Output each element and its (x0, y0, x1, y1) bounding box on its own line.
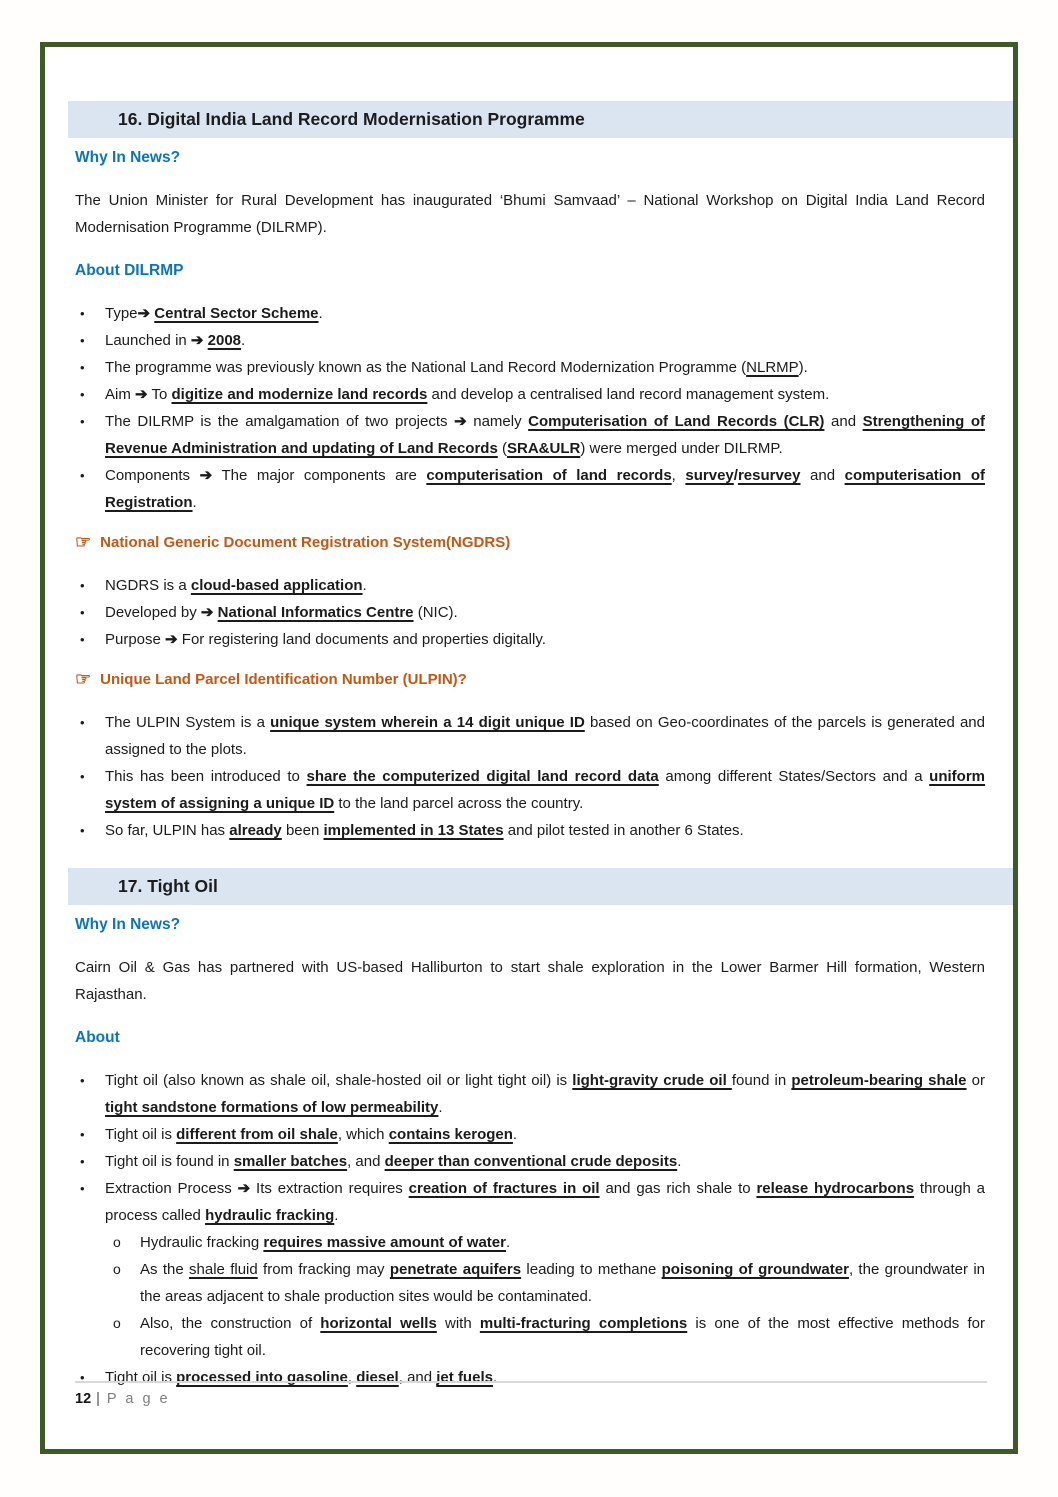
text-segment: cloud-based application (190, 577, 363, 594)
bullet-list (75, 709, 985, 844)
bullet-text (105, 1121, 985, 1148)
text-segment: horizontal wells (320, 1315, 437, 1332)
bullet-item (75, 408, 985, 462)
bullet-text (105, 1175, 985, 1229)
topic-heading-orange (75, 667, 985, 691)
text-segment: Also, the construction of (140, 1315, 321, 1332)
text-segment: been (281, 822, 324, 839)
text-segment: based on Geo-coordinates of the parcels is generated and assigned to the plots. (105, 714, 985, 758)
bullet-text (105, 381, 985, 408)
text-segment: For registering land documents and properties digitally. (177, 631, 546, 648)
bullet-text (105, 462, 985, 516)
text-segment: Central Sector Scheme (154, 305, 319, 322)
text-segment: and (800, 467, 845, 484)
text-segment: Tight oil is found in (105, 1153, 234, 1170)
bullet-text (105, 763, 985, 817)
topic-heading-orange (75, 530, 985, 554)
text-segment: Cairn Oil & Gas has partnered with US-based Halliburton to start shale exploration in the Lower Barmer Hill formation, Western Rajasthan. (75, 959, 985, 1003)
subheading-blue: About DILRMP (75, 262, 184, 279)
bullet-text (105, 709, 985, 763)
text-segment: Extraction Process (105, 1180, 238, 1197)
bullet-item (75, 709, 985, 763)
bullet-marker: • (80, 306, 85, 321)
bullet-text (105, 599, 985, 626)
footer-separator: | (96, 1391, 100, 1407)
text-segment: , (671, 467, 686, 484)
bullet-text (105, 354, 985, 381)
text-segment: . (677, 1153, 682, 1170)
text-segment: Tight oil is (105, 1369, 177, 1386)
bullet-marker: • (80, 468, 85, 483)
text-segment: from fracking may (257, 1261, 390, 1278)
text-segment: , and (398, 1369, 437, 1386)
text-segment: Tight oil (also known as shale oil, shale-hosted oil or light tight oil) is (105, 1072, 573, 1089)
text-segment: already (229, 822, 282, 839)
bullet-text (105, 1148, 985, 1175)
bullet-item (75, 300, 985, 327)
page-footer (75, 1381, 987, 1409)
bullet-item (75, 1067, 985, 1121)
text-segment: / (733, 467, 738, 484)
text-segment: , (347, 1369, 357, 1386)
text-segment: ) were merged under DILRMP. (580, 440, 783, 457)
text-segment: . (505, 1234, 511, 1251)
text-segment: or (966, 1072, 985, 1089)
text-segment: So far, ULPIN has (105, 822, 230, 839)
bullet-marker: • (80, 823, 85, 838)
text-segment: and gas rich shale to (599, 1180, 757, 1197)
bullet-marker: • (80, 578, 85, 593)
text-segment: leading to methane (521, 1261, 662, 1278)
bullet-text (105, 817, 985, 844)
bullet-marker: • (80, 333, 85, 348)
sub-bullet-marker: o (113, 1315, 121, 1331)
text-segment: 2008 (207, 332, 242, 349)
text-segment: Launched in (105, 332, 191, 349)
page-number: 12 (75, 1391, 92, 1407)
text-segment: Purpose (105, 631, 166, 648)
pointing-hand-icon: ☞ (75, 532, 92, 552)
subheading-blue: About (75, 1029, 120, 1046)
bullet-list (75, 572, 985, 653)
text-segment: poisoning of groundwater (661, 1261, 849, 1278)
text-segment: computerisation of land records (426, 467, 672, 484)
text-segment: This has been introduced to (105, 768, 307, 785)
bullet-text (105, 572, 985, 599)
text-segment: To (147, 386, 172, 403)
text-segment: release hydrocarbons (756, 1180, 915, 1197)
page-border-frame (40, 42, 1018, 1454)
text-segment: . (512, 1126, 518, 1143)
text-segment: tight sandstone formations of low permeability (105, 1099, 439, 1116)
topic-heading-text: Unique Land Parcel Identification Number (ULPIN)? (100, 671, 467, 688)
text-segment: SRA&ULR (506, 440, 581, 457)
bullet-list (75, 300, 985, 516)
bullet-text (140, 1229, 985, 1256)
text-segment: implemented in 13 States (323, 822, 504, 839)
subheading-blue: Why In News? (75, 916, 181, 933)
bullet-marker: • (80, 1370, 85, 1385)
text-segment: , and (347, 1153, 385, 1170)
bullet-text (140, 1310, 985, 1364)
paragraph (75, 954, 985, 1008)
text-segment: creation of fractures in oil (408, 1180, 600, 1197)
text-segment: light-gravity crude oil (572, 1072, 732, 1089)
text-segment: hydraulic fracking (205, 1207, 335, 1224)
text-segment: . (438, 1099, 443, 1116)
bullet-marker: • (80, 1181, 85, 1196)
text-segment: different from oil shale (176, 1126, 338, 1143)
text-segment: survey (685, 467, 734, 484)
text-segment: (NIC). (413, 604, 458, 621)
text-segment: penetrate aquifers (389, 1261, 522, 1278)
bullet-item (75, 381, 985, 408)
text-segment: Strengthening of Revenue Administration and updating of Land Records (105, 413, 985, 457)
sub-bullet-item (75, 1256, 985, 1310)
bullet-text (140, 1256, 985, 1310)
arrow-glyph: ➔ (190, 332, 204, 349)
text-segment: to the land parcel across the country. (334, 795, 584, 812)
text-segment: . (192, 494, 197, 511)
bullet-item (75, 462, 985, 516)
text-segment: Type (105, 305, 138, 322)
text-segment: contains kerogen (388, 1126, 513, 1143)
text-segment: computerisation of Registration (105, 467, 985, 511)
text-segment: The ULPIN System is a (105, 714, 271, 731)
text-segment: diesel (356, 1369, 399, 1386)
bullet-marker: • (80, 1154, 85, 1169)
text-segment: Tight oil is (105, 1126, 177, 1143)
text-segment: . (362, 577, 367, 594)
bullet-item (75, 817, 985, 844)
text-segment: ( (497, 440, 507, 457)
bullet-marker: • (80, 1073, 85, 1088)
text-segment: smaller batches (233, 1153, 348, 1170)
text-segment: Aim (105, 386, 135, 403)
sub-bullet-marker: o (113, 1234, 121, 1250)
arrow-glyph: ➔ (237, 1180, 251, 1197)
arrow-glyph: ➔ (200, 604, 214, 621)
text-segment: is one of the most effective methods for recovering tight oil. (140, 1315, 985, 1359)
text-segment: Its extraction requires (250, 1180, 409, 1197)
topic-heading-text: National Generic Document Registration System(NGDRS) (100, 534, 511, 551)
pointing-hand-icon: ☞ (75, 669, 92, 689)
text-segment: and develop a centralised land record management system. (427, 386, 830, 403)
section-banner: 16. Digital India Land Record Modernisation Programme (68, 101, 1013, 138)
section-banner: 17. Tight Oil (68, 868, 1013, 905)
bullet-item (75, 599, 985, 626)
text-segment: processed into gasoline (176, 1369, 348, 1386)
arrow-glyph: ➔ (137, 305, 151, 322)
paragraph (75, 187, 985, 241)
text-segment: requires massive amount of water (263, 1234, 506, 1251)
bullet-marker: • (80, 1127, 85, 1142)
bullet-item (75, 1148, 985, 1175)
document-content (45, 47, 1013, 1405)
text-segment: and (824, 413, 863, 430)
text-segment: NGDRS is a (105, 577, 191, 594)
text-segment: Components (105, 467, 200, 484)
text-segment: . (241, 332, 246, 349)
bullet-text (105, 327, 985, 354)
text-segment: multi-fracturing completions (479, 1315, 688, 1332)
arrow-glyph: ➔ (199, 467, 213, 484)
text-segment: with (436, 1315, 480, 1332)
bullet-list (75, 1067, 985, 1391)
footer-page-label: P a g e (106, 1391, 171, 1407)
sub-bullet-item (75, 1229, 985, 1256)
text-segment: The Union Minister for Rural Development has inaugurated ‘Bhumi Samvaad’ – National Workshop on Digital India Land Record Modernisation Programme (DILRMP). (75, 192, 985, 236)
bullet-item (75, 626, 985, 653)
text-segment: petroleum-bearing shale (791, 1072, 967, 1089)
bullet-item (75, 354, 985, 381)
bullet-item (75, 572, 985, 599)
text-segment: . (318, 305, 323, 322)
text-segment: Computerisation of Land Records (CLR) (528, 413, 825, 430)
bullet-item (75, 1121, 985, 1148)
arrow-glyph: ➔ (135, 386, 148, 403)
bullet-marker: • (80, 605, 85, 620)
bullet-item (75, 763, 985, 817)
text-segment: The programme was previously known as the National Land Record Modernization Programme ( (105, 359, 747, 376)
text-segment: The DILRMP is the amalgamation of two projects (105, 413, 455, 430)
text-segment: ). (798, 359, 808, 376)
text-segment: and pilot tested in another 6 States. (503, 822, 744, 839)
bullet-text (105, 300, 985, 327)
text-segment: resurvey (737, 467, 801, 484)
text-segment: unique system wherein a 14 digit unique ID (270, 714, 585, 731)
bullet-text (105, 626, 985, 653)
bullet-marker: • (80, 414, 85, 429)
text-segment: among different States/Sectors and a (658, 768, 930, 785)
text-segment: . (492, 1369, 498, 1386)
text-segment: digitize and modernize land records (171, 386, 428, 403)
subheading-blue: Why In News? (75, 149, 181, 166)
text-segment: uniform system of assigning a unique ID (105, 768, 985, 812)
bullet-marker: • (80, 769, 85, 784)
arrow-glyph: ➔ (165, 631, 178, 648)
sub-bullet-item (75, 1310, 985, 1364)
text-segment: The major components are (212, 467, 427, 484)
text-segment: NLRMP (746, 359, 799, 376)
text-segment: share the computerized digital land record data (306, 768, 659, 785)
text-segment: through a process called (105, 1180, 985, 1224)
sub-bullet-marker: o (113, 1261, 121, 1277)
text-segment: jet fuels (436, 1369, 493, 1386)
bullet-marker: • (80, 715, 85, 730)
text-segment: shale fluid (189, 1261, 258, 1278)
text-segment: deeper than conventional crude deposits (384, 1153, 678, 1170)
text-segment: , which (337, 1126, 389, 1143)
bullet-item (75, 1175, 985, 1229)
bullet-text (105, 408, 985, 462)
text-segment: . (334, 1207, 339, 1224)
text-segment: , the groundwater in the areas adjacent to shale production sites would be contaminated. (140, 1261, 985, 1305)
bullet-marker: • (80, 387, 85, 402)
bullet-text (105, 1067, 985, 1121)
text-segment: Developed by (105, 604, 201, 621)
bullet-marker: • (80, 360, 85, 375)
text-segment: found in (731, 1072, 792, 1089)
arrow-glyph: ➔ (454, 413, 467, 430)
text-segment: namely (466, 413, 529, 430)
text-segment: As the (140, 1261, 190, 1278)
text-segment: Hydraulic fracking (140, 1234, 264, 1251)
text-segment: National Informatics Centre (217, 604, 414, 621)
bullet-marker: • (80, 632, 85, 647)
bullet-item (75, 327, 985, 354)
